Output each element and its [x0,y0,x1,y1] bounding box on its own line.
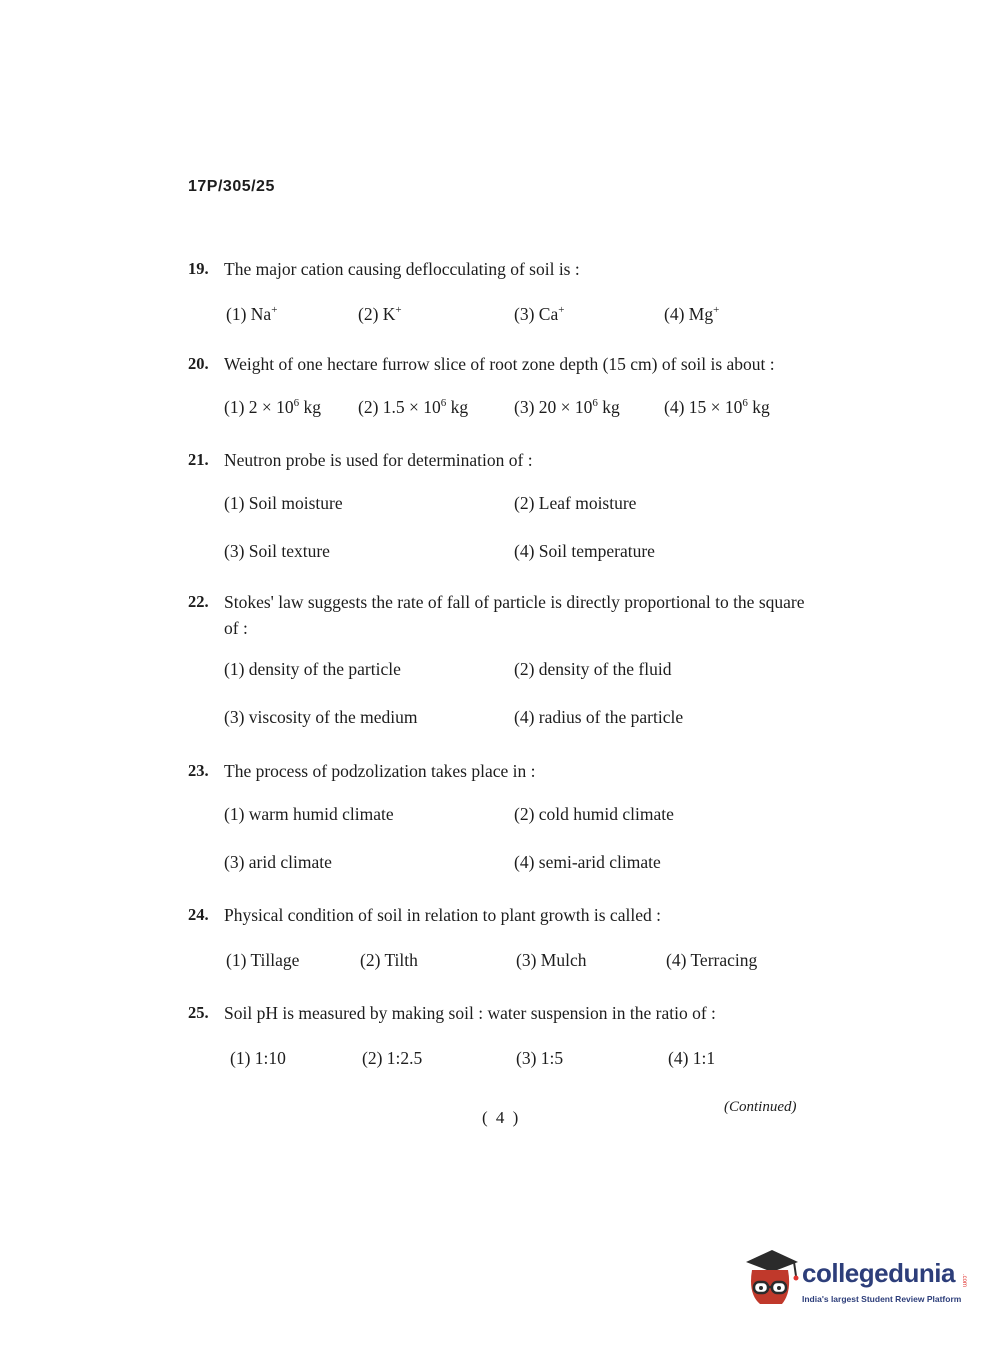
option-3: (3) arid climate [224,852,332,872]
question-number: 24. [188,905,209,924]
question-text [188,902,818,928]
options-row [188,852,818,880]
question-19 [188,256,818,332]
question-number: 20. [188,354,209,373]
option-3: (3) 1:5 [516,1048,564,1068]
option-3: (3) Ca+ [514,304,565,324]
option-4: (4) semi-arid climate [514,852,661,872]
option-2: (2) K+ [358,304,402,324]
question-text [188,589,818,641]
question-text [188,758,818,784]
question-stem: Physical condition of soil in relation to plant growth is called : [224,905,661,925]
option-1: (1) Na+ [226,304,278,324]
options-row [188,707,818,735]
options-row [188,1048,818,1076]
question-22 [188,589,818,735]
option-4: (4) Soil temperature [514,541,655,561]
option-3: (3) Soil texture [224,541,330,561]
option-4: (4) $15 \times 10^6$ kg [664,397,770,417]
question-text [188,351,818,377]
option-1: (1) Soil moisture [224,493,343,513]
options-row [188,659,818,687]
question-stem: The major cation causing deflocculating of soil is : [224,259,580,279]
option-4: (4) radius of the particle [514,707,684,727]
question-23 [188,758,818,880]
question-number: 22. [188,592,209,611]
option-1: (1) 1:10 [230,1048,286,1068]
option-1: (1) density of the particle [224,659,401,679]
question-stem: The process of podzolization takes place in : [224,761,536,781]
options-row [188,397,818,425]
option-2: (2) density of the fluid [514,659,672,679]
logo-tagline: India's largest Student Review Platform [802,1294,962,1304]
option-1: (1) $2 \times 10^6$ kg [224,397,322,417]
question-stem: Stokes' law suggests the rate of fall of particle is directly proportional to the square of : [224,592,805,638]
question-text [188,447,818,473]
option-4: (4) Mg+ [664,304,720,324]
page-number: ( 4 ) [482,1108,521,1127]
option-3: (3) viscosity of the medium [224,707,418,727]
options-row [188,304,818,332]
logo-domain-suffix: .com [961,1274,967,1288]
paper-code: 17P/305/25 [188,178,275,195]
options-row [188,950,818,978]
options-row [188,804,818,832]
logo-brand-text: collegedunia [802,1258,955,1288]
question-number: 21. [188,450,209,469]
option-1: (1) Tillage [226,950,300,970]
question-stem: Neutron probe is used for determination of : [224,450,533,470]
mascot-icon [742,1248,800,1308]
options-row [188,493,818,521]
question-25 [188,1000,818,1076]
option-2: (2) Leaf moisture [514,493,637,513]
question-number: 25. [188,1003,209,1022]
option-2: (2) Tilth [360,950,418,970]
question-number: 19. [188,259,209,278]
question-number: 23. [188,761,209,780]
option-4: (4) 1:1 [668,1048,716,1068]
question-24 [188,902,818,978]
option-3: (3) Mulch [516,950,587,970]
continued-note: (Continued) [724,1099,797,1115]
question-text [188,256,818,282]
option-2: (2) $1.5 \times 10^6$ kg [358,397,469,417]
options-row [188,541,818,569]
question-20 [188,351,818,425]
collegedunia-logo [742,1248,972,1308]
question-stem: Soil pH is measured by making soil : water suspension in the ratio of : [224,1003,716,1023]
question-text [188,1000,818,1026]
option-4: (4) Terracing [666,950,758,970]
question-stem: Weight of one hectare furrow slice of root zone depth (15 cm) of soil is about : [224,354,775,374]
option-3: (3) $20 \times 10^6$ kg [514,397,620,417]
option-2: (2) 1:2.5 [362,1048,423,1068]
option-2: (2) cold humid climate [514,804,674,824]
option-1: (1) warm humid climate [224,804,394,824]
question-21 [188,447,818,569]
